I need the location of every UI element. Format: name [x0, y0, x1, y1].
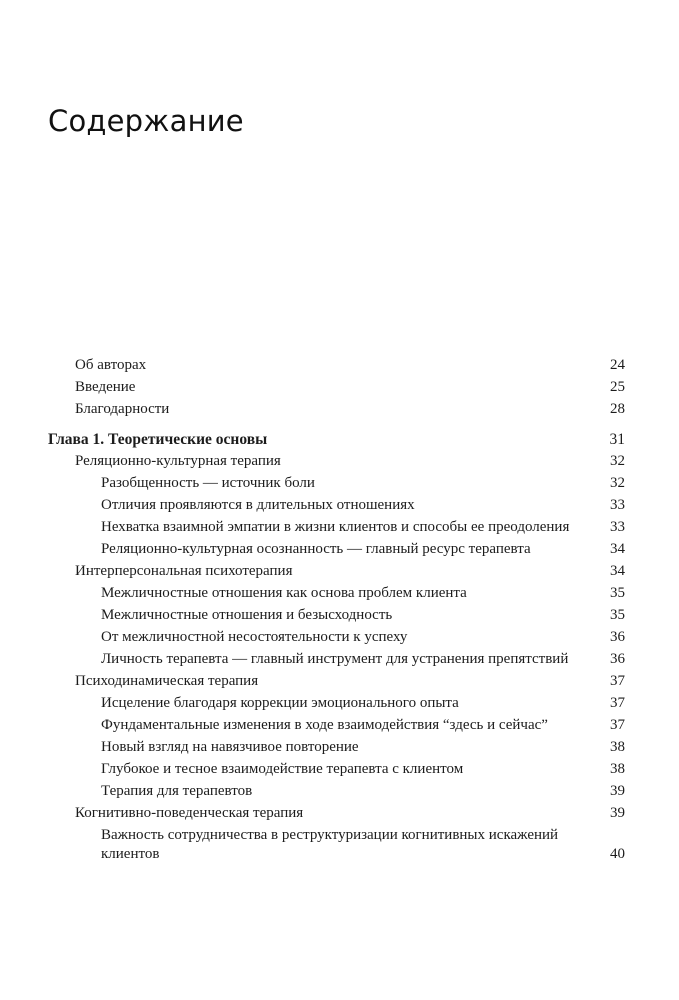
- toc-entry: [0, 826, 679, 864]
- toc-entry: [0, 518, 679, 537]
- toc-entry-page: 37: [610, 717, 625, 733]
- toc-entry-title: От межличностной несостоятельности к успеху: [101, 629, 408, 645]
- toc-entry-page: 33: [610, 497, 625, 513]
- toc-entry: [0, 628, 679, 647]
- toc-entry-page: 37: [610, 673, 625, 689]
- toc-entry-page: 37: [610, 695, 625, 711]
- toc-entry-title: Введение: [75, 379, 136, 395]
- toc-entry-page: 39: [610, 805, 625, 821]
- toc-entry-page: 38: [610, 761, 625, 777]
- toc-entry-title: Межличностные отношения как основа проблем клиента: [101, 585, 467, 601]
- toc-entry: [0, 474, 679, 493]
- toc-entry-page: 40: [610, 846, 625, 862]
- toc-entry-page: 34: [610, 541, 625, 557]
- toc-entry-title: Интерперсональная психотерапия: [75, 563, 293, 579]
- toc-entry: [0, 716, 679, 735]
- toc-entry: [0, 606, 679, 625]
- toc-entry-page: 32: [610, 453, 625, 469]
- toc-entry-page: 28: [610, 401, 625, 417]
- toc-entry: [0, 584, 679, 603]
- toc-entry-title: Терапия для терапевтов: [101, 783, 253, 799]
- toc-entry: [0, 540, 679, 559]
- toc-entry-page: 32: [610, 475, 625, 491]
- toc-entry-title: Исцеление благодаря коррекции эмоционального опыта: [101, 695, 459, 711]
- page-title: Содержание: [48, 104, 244, 138]
- toc-entry-page: 35: [610, 607, 625, 623]
- toc-entry-title: Разобщенность — источник боли: [101, 475, 315, 491]
- toc-entry-title: Глава 1. Теоретические основы: [48, 431, 268, 448]
- toc-entry-page: 39: [610, 783, 625, 799]
- toc-entry-page: 25: [610, 379, 625, 395]
- toc-entry-page: 35: [610, 585, 625, 601]
- toc-entry-page: 36: [610, 629, 625, 645]
- toc-entry-title: Реляционно-культурная осознанность — главный ресурс терапевта: [101, 541, 531, 557]
- toc-entry-title: Фундаментальные изменения в ходе взаимодействия “здесь и сейчас”: [101, 717, 548, 733]
- toc-entry-title: Глубокое и тесное взаимодействие терапевта с клиентом: [101, 761, 464, 777]
- toc-entry: [0, 650, 679, 669]
- table-of-contents: [0, 356, 679, 864]
- toc-entry-title: Важность сотрудничества в реструктуризации когнитивных искажений клиентов: [101, 827, 559, 862]
- toc-entry-page: 24: [610, 357, 625, 373]
- toc-entry-page: 33: [610, 519, 625, 535]
- toc-entry: [0, 760, 679, 779]
- toc-entry-page: 34: [610, 563, 625, 579]
- toc-entry-title: Психодинамическая терапия: [75, 673, 259, 689]
- toc-entry-title: Новый взгляд на навязчивое повторение: [101, 739, 359, 755]
- toc-entry-title: Об авторах: [75, 357, 147, 373]
- toc-entry: [0, 356, 679, 375]
- toc-entry-title: Межличностные отношения и безысходность: [101, 607, 393, 623]
- toc-entry-title: Реляционно-культурная терапия: [75, 453, 281, 469]
- toc-entry-title: Личность терапевта — главный инструмент для устранения препятствий: [101, 651, 569, 667]
- toc-chapter-heading: [0, 430, 679, 449]
- toc-entry-title: Когнитивно-поведенческая терапия: [75, 805, 304, 821]
- toc-entry-title: Нехватка взаимной эмпатии в жизни клиентов и способы ее преодоления: [101, 519, 570, 535]
- toc-entry: [0, 804, 679, 823]
- toc-entry: [0, 452, 679, 471]
- toc-entry: [0, 496, 679, 515]
- toc-entry-title: Отличия проявляются в длительных отношениях: [101, 497, 415, 513]
- toc-entry-title: Благодарности: [75, 401, 170, 417]
- toc-entry: [0, 672, 679, 691]
- toc-entry: [0, 400, 679, 419]
- toc-entry: [0, 738, 679, 757]
- toc-entry: [0, 694, 679, 713]
- toc-entry: [0, 378, 679, 397]
- toc-entry: [0, 562, 679, 581]
- toc-entry-page: 31: [609, 431, 625, 448]
- toc-entry-page: 38: [610, 739, 625, 755]
- toc-entry: [0, 782, 679, 801]
- toc-entry-page: 36: [610, 651, 625, 667]
